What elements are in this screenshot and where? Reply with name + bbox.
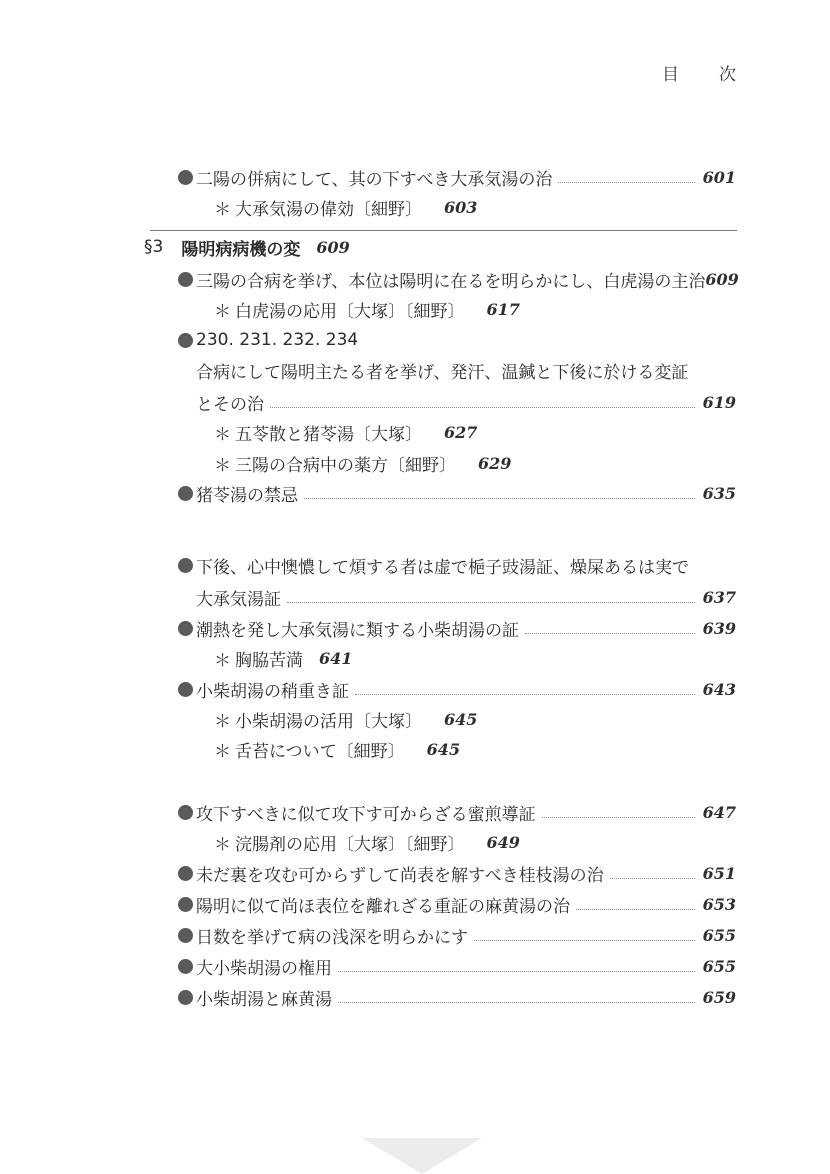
toc-entry[interactable] — [0, 921, 830, 949]
asterisk-icon: ＊ — [214, 650, 231, 671]
toc-entry[interactable] — [0, 952, 830, 980]
toc-page-number: 647 — [702, 802, 736, 822]
section-divider — [150, 230, 737, 231]
toc-subentry-title: 三陽の合病中の薬方〔細野〕 — [235, 455, 456, 476]
toc-entry-title: 陽明に似て尚ほ表位を離れざる重証の麻黄湯の治 — [196, 896, 570, 917]
toc-page-number: 653 — [702, 894, 736, 914]
dot-leader — [610, 878, 695, 879]
toc-page-number: 601 — [702, 167, 736, 187]
toc-page-number: 619 — [702, 392, 736, 412]
toc-entry-title: 未だ裏を攻む可からずして尚表を解すべき桂枝湯の治 — [196, 865, 604, 886]
toc-page-number: 651 — [702, 863, 736, 883]
section-number: §3 — [144, 237, 164, 257]
toc-entry-title: 大小柴胡湯の権用 — [196, 958, 332, 979]
dot-leader — [474, 940, 695, 941]
toc-page-number: 637 — [702, 587, 736, 607]
toc-entry-continuation[interactable] — [0, 388, 830, 416]
toc-entry[interactable] — [0, 479, 830, 507]
toc-page-number: 645 — [444, 709, 478, 729]
toc-page-number: 609 — [316, 237, 350, 257]
toc-page-number: 645 — [426, 739, 461, 759]
dot-leader — [355, 694, 695, 695]
dot-leader — [287, 602, 695, 603]
toc-entry[interactable] — [0, 890, 830, 918]
scan-shadow-mark — [362, 1138, 482, 1174]
section-title: 陽明病病機の変 — [181, 239, 301, 260]
bullet-icon — [178, 170, 193, 185]
toc-page-number: 643 — [702, 679, 736, 699]
toc-subentry[interactable] — [0, 705, 830, 733]
toc-subentry[interactable] — [0, 735, 830, 763]
asterisk-icon: ＊ — [214, 199, 231, 220]
toc-entry[interactable] — [0, 798, 830, 826]
toc-entry[interactable] — [0, 163, 830, 191]
toc-subentry-title: 白虎湯の応用〔大塚〕〔細野〕 — [235, 301, 465, 322]
asterisk-icon: ＊ — [214, 301, 231, 322]
bullet-icon — [178, 682, 193, 697]
toc-entry-title-line-2: 大承気湯証 — [196, 589, 281, 610]
toc-subentry-title: 五苓散と猪苓湯〔大塚〕 — [235, 424, 422, 445]
toc-entry[interactable] — [0, 614, 830, 642]
toc-page-number: 655 — [702, 925, 736, 945]
dot-leader — [576, 909, 695, 910]
toc-subentry-title: 胸脇苦満 — [235, 650, 303, 671]
dot-leader — [338, 971, 695, 972]
bullet-icon — [178, 621, 193, 636]
toc-entry[interactable] — [0, 265, 830, 293]
toc-subentry[interactable] — [0, 828, 830, 856]
page-header-title: 目次 — [662, 65, 776, 85]
toc-page-number: 649 — [486, 832, 520, 852]
toc-entry-title: 二陽の併病にして、其の下すべき大承気湯の治 — [196, 169, 553, 190]
asterisk-icon: ＊ — [214, 741, 231, 762]
toc-page-number: 617 — [486, 299, 520, 319]
toc-page-number: 659 — [702, 987, 736, 1007]
toc-entry-title-line-1: 下後、心中懊憹して煩する者は虚で梔子豉湯証、燥屎あるは実で — [196, 557, 689, 578]
toc-entry-title: 潮熱を発し大承気湯に類する小柴胡湯の証 — [196, 620, 519, 641]
toc-entry-title: 三陽の合病を挙げ、本位は陽明に在るを明らかにし、白虎湯の主治 — [196, 271, 706, 292]
bullet-icon — [178, 959, 193, 974]
toc-subentry-title: 大承気湯の偉効〔細野〕 — [235, 199, 422, 220]
dot-leader — [558, 182, 694, 183]
toc-page-number: 627 — [444, 422, 478, 442]
toc-subentry-title: 舌苔について〔細野〕 — [235, 741, 405, 762]
toc-entry-title: 小柴胡湯の稍重き証 — [196, 681, 349, 702]
toc-entry-title: 小柴胡湯と麻黄湯 — [196, 989, 332, 1010]
asterisk-icon: ＊ — [214, 455, 231, 476]
toc-page-number: 655 — [702, 956, 736, 976]
bullet-icon — [178, 866, 193, 881]
toc-section-heading[interactable] — [0, 233, 830, 261]
toc-page-number: 641 — [319, 648, 353, 668]
bullet-icon — [178, 928, 193, 943]
toc-entry-title: 猪苓湯の禁忌 — [196, 485, 298, 506]
bullet-icon — [178, 272, 193, 287]
toc-entry-title-line-3: とその治 — [196, 394, 264, 415]
toc-entry-title: 日数を挙げて病の浅深を明らかにす — [196, 927, 468, 948]
toc-entry[interactable] — [0, 326, 830, 354]
bullet-icon — [178, 990, 193, 1005]
toc-entry-title-line-2: 合病にして陽明主たる者を挙げ、発汗、温鍼と下後に於ける変証 — [196, 362, 689, 383]
bullet-icon — [178, 558, 193, 573]
toc-subentry[interactable] — [0, 644, 830, 672]
bullet-icon — [178, 805, 193, 820]
toc-subentry[interactable] — [0, 418, 830, 446]
bullet-icon — [178, 333, 193, 348]
toc-page-number: 629 — [478, 453, 512, 473]
toc-subentry[interactable] — [0, 295, 830, 323]
toc-page-number: 609 — [705, 269, 739, 289]
asterisk-icon: ＊ — [214, 424, 231, 445]
dot-leader — [525, 633, 695, 634]
toc-subentry-title: 小柴胡湯の活用〔大塚〕 — [235, 711, 422, 732]
toc-page-number: 639 — [702, 618, 736, 638]
dot-leader — [338, 1002, 695, 1003]
asterisk-icon: ＊ — [214, 834, 231, 855]
toc-page-number: 603 — [444, 197, 478, 217]
toc-subentry-title: 浣腸剤の応用〔大塚〕〔細野〕 — [235, 834, 465, 855]
dot-leader — [270, 407, 695, 408]
asterisk-icon: ＊ — [214, 711, 231, 732]
bullet-icon — [178, 486, 193, 501]
toc-entry[interactable] — [0, 983, 830, 1011]
toc-subentry[interactable] — [0, 449, 830, 477]
dot-leader — [542, 817, 695, 818]
toc-entry[interactable] — [0, 551, 830, 579]
bullet-icon — [178, 897, 193, 912]
toc-entry-title-line-1: 230. 231. 232. 234 — [196, 330, 359, 350]
toc-entry[interactable] — [0, 859, 830, 887]
toc-entry-continuation[interactable] — [0, 583, 830, 611]
dot-leader — [304, 498, 695, 499]
toc-entry-continuation[interactable] — [0, 356, 830, 384]
toc-entry[interactable] — [0, 675, 830, 703]
toc-subentry[interactable] — [0, 193, 830, 221]
toc-entry-title: 攻下すべきに似て攻下す可からざる蜜煎導証 — [196, 804, 536, 825]
toc-page-number: 635 — [702, 483, 736, 503]
